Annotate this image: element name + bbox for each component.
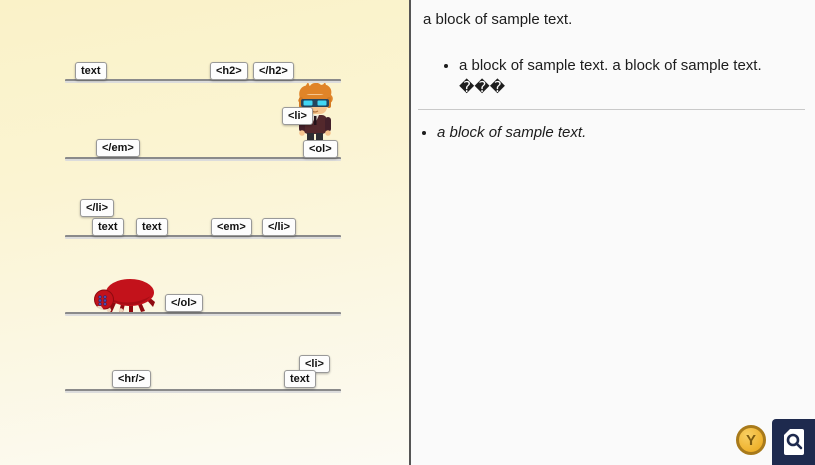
tag-token-text[interactable]: text [136,218,168,236]
preview-broken-characters: ��� [459,78,506,96]
html-preview-panel [409,0,815,465]
preview-italic-list-item: • a block of sample text. [437,122,805,144]
tag-token-text[interactable]: text [75,62,107,80]
tag-token-em[interactable]: </em> [96,139,140,157]
coin-label: Y [745,431,756,449]
inspect-button[interactable] [772,419,815,465]
tag-token-li[interactable]: </li> [80,199,114,217]
shelf [65,79,341,83]
preview-nested-list-item [459,55,805,99]
tag-token-h2[interactable]: <h2> [210,62,248,80]
bug-sprite[interactable] [93,278,157,313]
tag-token-ol[interactable]: </ol> [165,294,203,312]
tag-token-em[interactable]: <em> [211,218,252,236]
tag-token-text[interactable]: text [284,370,316,388]
preview-italic-list [418,122,805,144]
tag-token-text[interactable]: text [92,218,124,236]
preview-nested-list [418,55,805,99]
preview-nested-item-text: a block of sample text. a block of sample text. [459,57,762,74]
tag-token-h2[interactable]: </h2> [253,62,294,80]
tag-token-li[interactable]: <li> [282,107,313,125]
shelf [65,157,341,161]
tag-token-li[interactable]: <li> [299,355,330,373]
tag-token-hr[interactable]: <hr/> [112,370,151,388]
tag-token-li[interactable]: </li> [262,218,296,236]
coin-badge [736,425,766,455]
page-magnifier-icon [781,427,807,457]
preview-horizontal-rule [418,109,805,110]
shelf [65,389,341,393]
tag-token-ol[interactable]: <ol> [303,140,338,158]
preview-paragraph: a block of sample text. [423,11,573,28]
shelf [65,312,341,316]
